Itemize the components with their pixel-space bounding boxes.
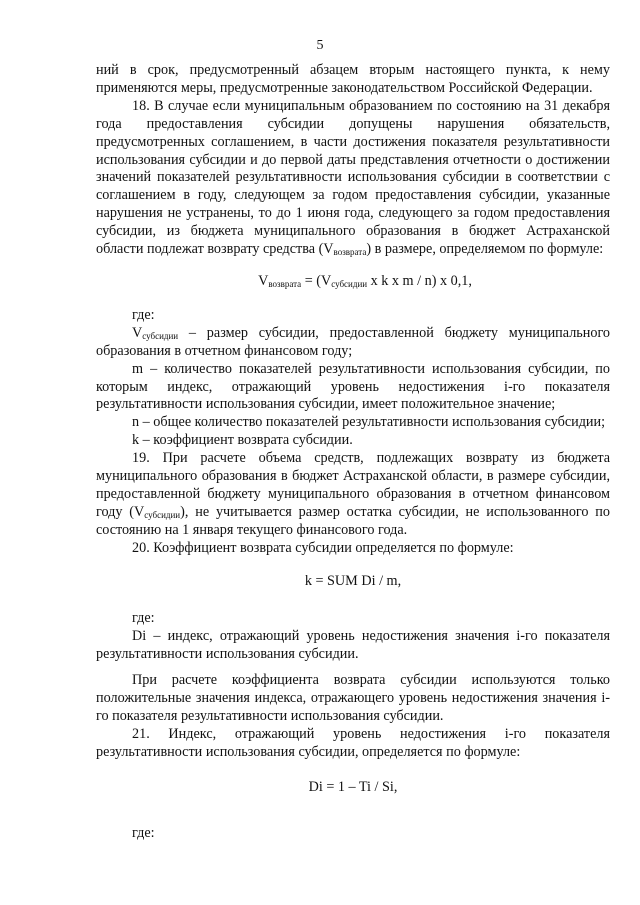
p19-tail: ), не учитывается размер остатка субсидии, не использованного по состоянию на 1 января текущего финансового года. (96, 503, 610, 538)
where-label-2: где: (132, 610, 155, 627)
where-label-3: где: (132, 824, 155, 841)
definition-v (96, 325, 610, 361)
definition-n: n – общее количество показателей результативности использования субсидии; (132, 414, 606, 431)
f1-v: V (258, 272, 269, 289)
f1-mid: = (V (301, 272, 332, 289)
def-v-text: – размер субсидии, предоставленной бюджету муниципального образования в отчетном финансовом году; (96, 324, 610, 359)
p18-sub: возврата (333, 247, 367, 258)
f1-v-sub: возврата (268, 278, 302, 289)
definition-k: k – коэффициент возврата субсидии. (132, 432, 353, 449)
formula-coefficient: k = SUM Di / m, (304, 572, 402, 589)
formula-return (96, 273, 610, 291)
document-body (96, 62, 610, 843)
paragraph-intro: ний в срок, предусмотренный абзацем вторым настоящего пункта, к нему применяются меры, предусмотренные законодательством Российской Федерации. (96, 62, 610, 96)
paragraph-21: 21. Индекс, отражающий уровень недостижения i-го показателя результативности использования субсидии, определяется по формуле: (96, 725, 610, 760)
paragraph-18 (96, 98, 610, 259)
p19-sub: субсидии (144, 509, 181, 520)
f1-s-sub: субсидии (331, 278, 368, 289)
p19-text: 19. При расчете объема средств, подлежащих возврату из бюджета муниципального образования в бюджет Астраханской области, в размере субсидии, предоставленной бюджету муниципального образования в отчетном финансовом году (V (96, 450, 610, 520)
paragraph-20: 20. Коэффициент возврата субсидии определяется по формуле: (132, 539, 514, 556)
formula-index: Di = 1 – Ti / Si, (308, 778, 398, 795)
f1-end: x k x m / n) x 0,1, (367, 272, 472, 289)
where-label-1: где: (132, 306, 155, 323)
p18-text: 18. В случае если муниципальным образованием по состоянию на 31 декабря года предоставления субсидии допущены нарушения обязательств, предусмотренных соглашением, в части достижения показателя результативности использования субсидии и до первой даты представления отчетности о достижении значений показателей результативности использования субсидии в соответствии с соглашением в году, следующем за годом предоставления субсидии, указанные нарушения не устранены, то до 1 июня года, следующего за годом предоставления субсидии, из бюджета муниципального образования в бюджет Астраханской области подлежат возврату средства (V (96, 97, 610, 258)
def-v-symbol: V (132, 324, 143, 341)
p18-tail: ) в размере, определяемом по формуле: (366, 241, 604, 258)
paragraph-positive-values: При расчете коэффициента возврата субсидии используются только положительные значения индекса, отражающего уровень недостижения значения i-го показателя результативности использования субсидии. (96, 672, 610, 724)
page-number: 5 (316, 38, 324, 53)
definition-di: Di – индекс, отражающий уровень недостижения значения i-го показателя результативности использования субсидии. (96, 628, 610, 663)
paragraph-19 (96, 450, 610, 540)
def-v-sub: субсидии (142, 330, 179, 341)
definition-m: m – количество показателей результативности использования субсидии, по которым индекс, отражающий уровень недостижения i-го показателя результативности использования субсидии, имеет положительное значение; (96, 360, 610, 413)
